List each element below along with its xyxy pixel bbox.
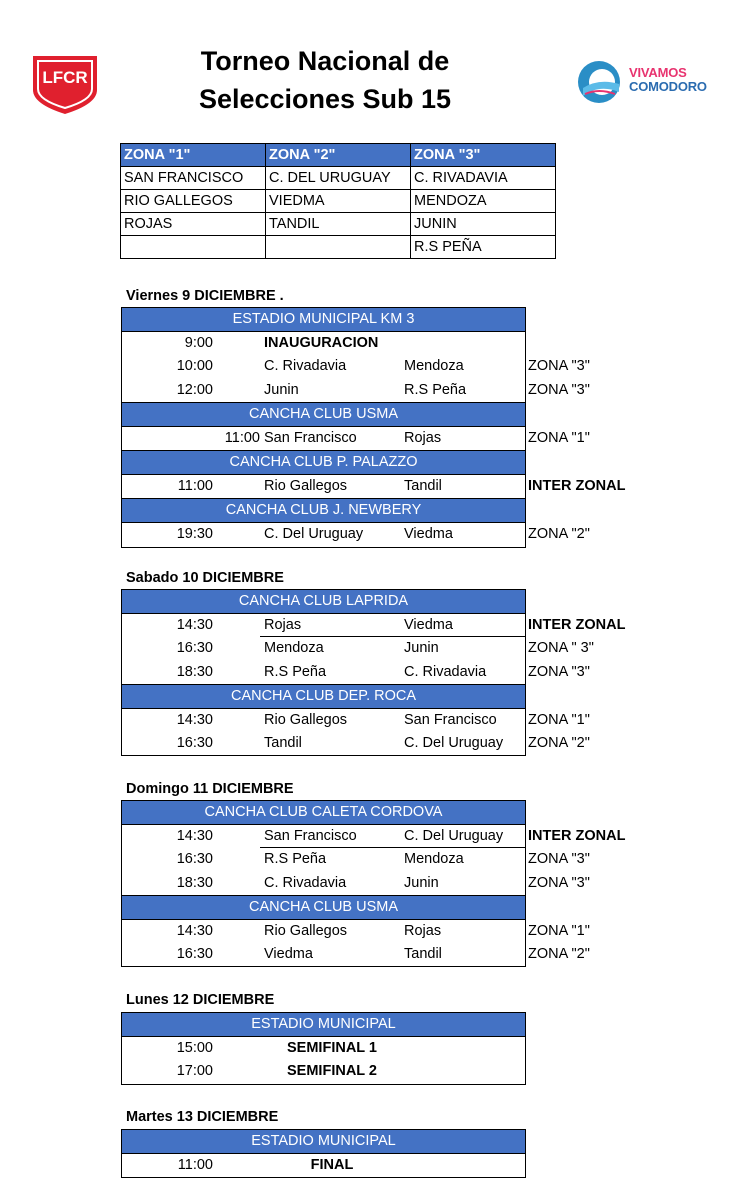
match-zone: ZONA "1" xyxy=(528,711,590,728)
match-time: 14:30 xyxy=(176,922,213,939)
home-team: R.S Peña xyxy=(264,851,327,868)
schedule-row xyxy=(122,427,590,450)
match-time: 18:30 xyxy=(176,663,213,680)
home-team: Rojas xyxy=(264,617,302,633)
title-line-2: Selecciones Sub 15 xyxy=(198,84,452,114)
event-label: SEMIFINAL 1 xyxy=(287,1040,377,1056)
match-zone: ZONA "3" xyxy=(528,874,590,891)
table-cell: RIO GALLEGOS xyxy=(121,190,266,213)
venue-header: ESTADIO MUNICIPAL xyxy=(122,1130,525,1154)
home-team: Rio Gallegos xyxy=(264,711,348,728)
page-title xyxy=(150,42,500,118)
table-row xyxy=(121,167,556,190)
match-time: 10:00 xyxy=(176,358,213,375)
schedule-row xyxy=(122,872,590,895)
home-team: C. Rivadavia xyxy=(264,874,347,891)
away-team: Mendoza xyxy=(404,851,464,868)
schedule-row xyxy=(122,1154,525,1177)
match-time: 14:30 xyxy=(176,828,213,844)
venue-header: CANCHA CLUB P. PALAZZO xyxy=(122,450,525,475)
away-team: Junin xyxy=(404,640,439,657)
vivamos-comodoro-logo xyxy=(575,58,725,106)
table-row xyxy=(121,236,556,259)
home-team: Rio Gallegos xyxy=(264,478,348,495)
schedule-row xyxy=(122,732,590,755)
match-time: 19:30 xyxy=(176,526,213,543)
schedule-row xyxy=(122,920,590,943)
match-zone: ZONA "3" xyxy=(528,663,590,680)
away-team: R.S Peña xyxy=(404,381,467,398)
match-zone: ZONA "2" xyxy=(528,735,590,752)
table-cell: JUNIN xyxy=(411,213,556,236)
away-team: C. Del Uruguay xyxy=(404,735,504,752)
home-team: San Francisco xyxy=(264,429,357,446)
svg-text:LFCR: LFCR xyxy=(42,68,88,87)
event-label: INAUGURACION xyxy=(264,335,379,351)
match-time: 18:30 xyxy=(176,874,213,891)
logo-text-comodoro: COMODORO xyxy=(629,79,707,94)
match-time: 16:30 xyxy=(176,640,213,657)
venue-header: CANCHA CLUB USMA xyxy=(122,895,525,920)
table-cell xyxy=(266,236,411,259)
away-team: Rojas xyxy=(404,429,442,446)
venue-header: CANCHA CLUB CALETA CORDOVA xyxy=(122,801,525,825)
zona-header: ZONA "3" xyxy=(411,144,556,167)
match-time: 16:30 xyxy=(176,851,213,868)
match-zone: INTER ZONAL xyxy=(528,828,626,844)
home-team: R.S Peña xyxy=(264,663,327,680)
away-team: Rojas xyxy=(404,922,442,939)
match-time: 16:30 xyxy=(176,735,213,752)
table-cell: VIEDMA xyxy=(266,190,411,213)
match-time: 17:00 xyxy=(176,1063,213,1080)
away-team: Tandil xyxy=(404,478,442,495)
match-time: 12:00 xyxy=(176,381,213,398)
schedule-block-day3 xyxy=(121,800,626,967)
schedule-row xyxy=(122,1060,525,1083)
venue-header: CANCHA CLUB J. NEWBERY xyxy=(122,498,525,523)
day-label: Sabado 10 DICIEMBRE xyxy=(126,570,284,586)
schedule-row xyxy=(122,1037,525,1060)
home-team: Tandil xyxy=(264,735,302,752)
away-team: San Francisco xyxy=(404,711,497,728)
table-cell: C. DEL URUGUAY xyxy=(266,167,411,190)
schedule-row xyxy=(122,523,590,546)
match-zone: ZONA "2" xyxy=(528,526,590,543)
zonas-header-row xyxy=(121,144,556,167)
table-row xyxy=(121,213,556,236)
venue-header: CANCHA CLUB USMA xyxy=(122,402,525,427)
away-team: Junin xyxy=(404,874,439,891)
match-time: 14:30 xyxy=(176,711,213,728)
lfcr-logo xyxy=(30,52,100,116)
home-team: C. Rivadavia xyxy=(264,358,347,375)
venue-header: ESTADIO MUNICIPAL KM 3 xyxy=(122,308,525,332)
schedule-row xyxy=(122,614,626,637)
match-zone: ZONA "3" xyxy=(528,381,590,398)
home-team: Mendoza xyxy=(264,640,324,657)
schedule-row xyxy=(122,661,590,684)
table-cell: MENDOZA xyxy=(411,190,556,213)
zona-header: ZONA "2" xyxy=(266,144,411,167)
day-label: Martes 13 DICIEMBRE xyxy=(126,1109,279,1125)
schedule-row xyxy=(122,379,590,402)
match-zone: ZONA "1" xyxy=(528,922,590,939)
away-team: Viedma xyxy=(404,526,453,543)
day-label: Domingo 11 DICIEMBRE xyxy=(126,781,294,797)
schedule-block-day2 xyxy=(121,589,626,756)
logo-text-vivamos: VIVAMOS xyxy=(629,65,687,80)
day-label: Viernes 9 DICIEMBRE . xyxy=(126,288,284,304)
event-label: SEMIFINAL 2 xyxy=(287,1063,377,1080)
day-label: Lunes 12 DICIEMBRE xyxy=(126,992,275,1008)
event-label: FINAL xyxy=(310,1157,354,1173)
match-time: 11:00 xyxy=(224,429,260,446)
venue-header: CANCHA CLUB LAPRIDA xyxy=(122,590,525,614)
schedule-block-day1 xyxy=(121,307,626,548)
table-row xyxy=(121,190,556,213)
schedule-row xyxy=(122,355,590,378)
venue-header: ESTADIO MUNICIPAL xyxy=(122,1013,525,1037)
away-team: C. Del Uruguay xyxy=(404,828,504,844)
match-zone: ZONA " 3" xyxy=(528,640,594,657)
home-team: Viedma xyxy=(264,946,313,963)
title-line-1: Torneo Nacional de xyxy=(200,46,450,76)
table-cell: ROJAS xyxy=(121,213,266,236)
home-team: Rio Gallegos xyxy=(264,922,348,939)
schedule-block-day5 xyxy=(121,1129,526,1178)
zona-header: ZONA "1" xyxy=(121,144,266,167)
away-team: Tandil xyxy=(404,946,442,963)
match-time: 16:30 xyxy=(176,946,213,963)
zonas-table xyxy=(120,143,556,259)
schedule-row xyxy=(122,848,590,871)
away-team: Viedma xyxy=(404,617,453,633)
schedule-row xyxy=(122,709,590,732)
home-team: Junin xyxy=(264,381,299,398)
schedule-row xyxy=(122,332,525,355)
home-team: San Francisco xyxy=(264,828,357,844)
schedule-row xyxy=(122,637,594,660)
match-zone: INTER ZONAL xyxy=(528,617,626,633)
home-team: C. Del Uruguay xyxy=(264,526,364,543)
match-time: 11:00 xyxy=(177,478,213,495)
match-time: 11:00 xyxy=(177,1157,213,1173)
venue-header: CANCHA CLUB DEP. ROCA xyxy=(122,684,525,709)
schedule-row xyxy=(122,475,626,498)
match-zone: ZONA "1" xyxy=(528,429,590,446)
schedule-row xyxy=(122,943,590,966)
match-time: 15:00 xyxy=(176,1040,213,1056)
schedule-row xyxy=(122,825,626,848)
away-team: Mendoza xyxy=(404,358,464,375)
table-cell: R.S PEÑA xyxy=(411,236,556,259)
table-cell xyxy=(121,236,266,259)
match-zone: ZONA "2" xyxy=(528,946,590,963)
match-time: 14:30 xyxy=(176,617,213,633)
table-cell: SAN FRANCISCO xyxy=(121,167,266,190)
table-cell: C. RIVADAVIA xyxy=(411,167,556,190)
match-zone: ZONA "3" xyxy=(528,851,590,868)
match-time: 9:00 xyxy=(184,335,213,351)
away-team: C. Rivadavia xyxy=(404,663,487,680)
schedule-block-day4 xyxy=(121,1012,526,1085)
match-zone: INTER ZONAL xyxy=(528,478,626,495)
table-cell: TANDIL xyxy=(266,213,411,236)
match-zone: ZONA "3" xyxy=(528,358,590,375)
